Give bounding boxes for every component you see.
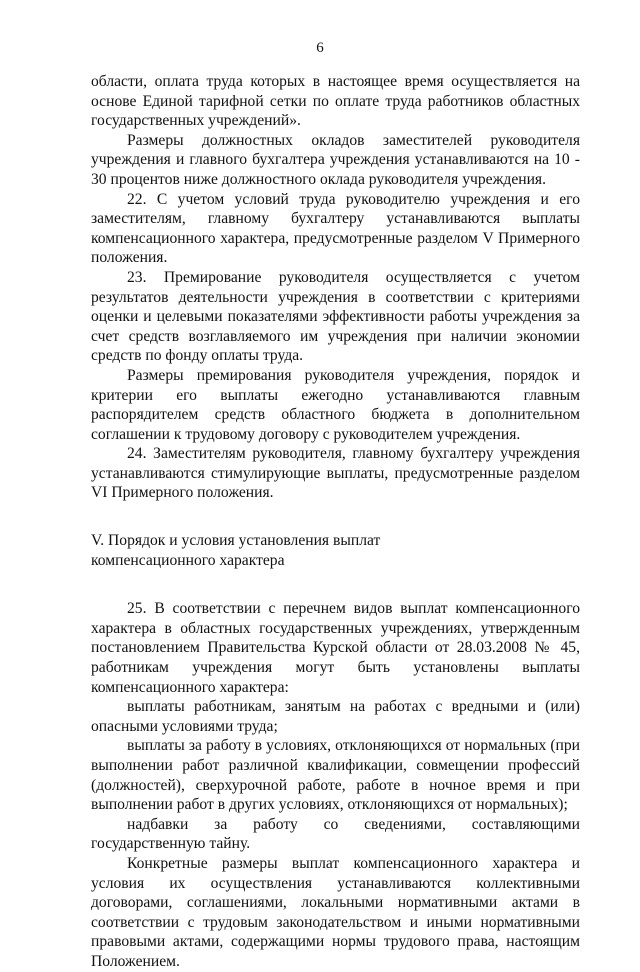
document-body [91,72,580,972]
page-number: 6 [316,40,324,56]
paragraph-clause-22: 22. С учетом условий труда руководителю учреждения и его заместителям, главному бухгалтеру устанавливаются выплаты компенсационного характера, предусмотренные разделом V Примерного положения. [91,190,580,267]
paragraph-specific-amounts: Конкретные размеры выплат компенсационного характера и условия их осуществления устанавливаются коллективными договорами, соглашениями, локальными нормативными актами в соответствии с трудовым законодательством и иными нормативными правовыми актами, содержащими нормы трудового права, настоящим Положением. [91,854,580,970]
section-heading [91,531,580,570]
paragraph-clause-25: 25. В соответствии с перечнем видов выплат компенсационного характера в областных государственных учреждениях, утвержденным постановлением Правительства Курской области от 28.03.2008 № 45, работникам учреждения могут быть установлены выплаты компенсационного характера: [91,600,580,696]
paragraph-continuation: области, оплата труда которых в настоящее время осуществляется на основе Единой тарифной сетки по оплате труда работников областных государственных учреждений». [91,73,580,130]
paragraph-deviating-conditions: выплаты за работу в условиях, отклоняющихся от нормальных (при выполнении работ различной квалификации, совмещении профессий (должностей), сверхурочной работе, работе в ночное время и при выполнении работ в других условиях, отклоняющихся от нормальных); [91,737,580,814]
section-heading-line-1: V. Порядок и условия установления выплат [91,532,381,550]
paragraph-harmful-conditions: выплаты работникам, занятым на работах с вредными и (или) опасными условиями труда; [91,698,580,735]
paragraph-deputy-salaries: Размеры должностных окладов заместителей руководителя учреждения и главного бухгалтера учреждения устанавливаются на 10 - 30 процентов ниже должностного оклада руководителя учреждения. [91,131,580,188]
paragraph-clause-23: 23. Премирование руководителя осуществляется с учетом результатов деятельности учреждения в соответствии с критериями оценки и целевыми показателями эффективности работы учреждения за счет средств возглавляемого им учреждения при наличии экономии средств по фонду оплаты труда. [91,268,580,365]
section-heading-line-2: компенсационного характера [91,551,285,569]
paragraph-bonus-sizes: Размеры премирования руководителя учреждения, порядок и критерии его выплаты ежегодно устанавливаются главным распорядителем средств областного бюджета в дополнительном соглашении к трудовому договору с руководителем учреждения. [91,366,580,443]
paragraph-clause-24: 24. Заместителям руководителя, главному бухгалтеру учреждения устанавливаются стимулирующие выплаты, предусмотренные разделом VI Примерного положения. [91,445,580,502]
paragraph-state-secret: надбавки за работу со сведениями, составляющими государственную тайну. [91,815,580,853]
